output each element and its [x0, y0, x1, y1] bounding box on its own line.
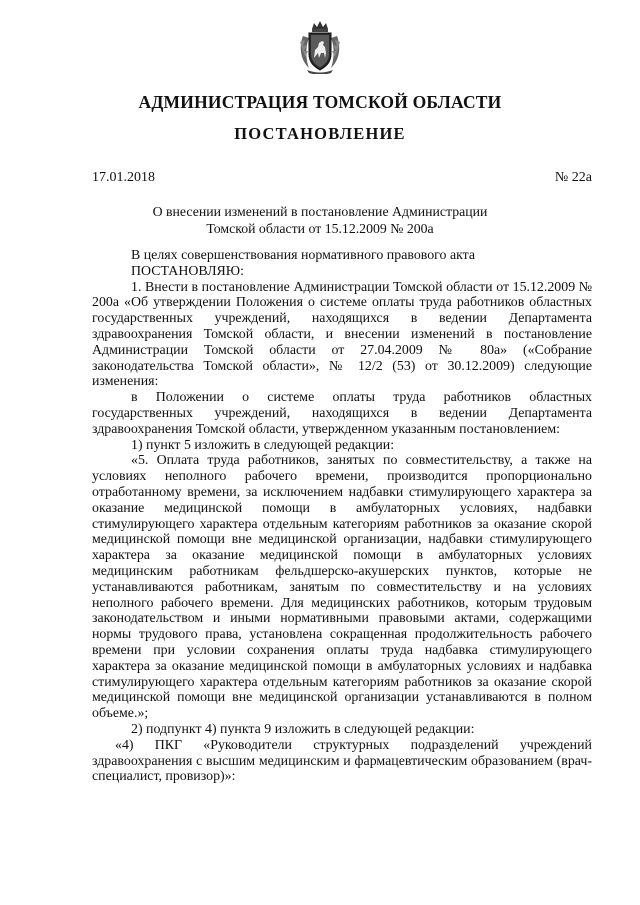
- document-body: [92, 248, 592, 785]
- subitem-1-paragraph: 1) пункт 5 изложить в следующей редакции:: [131, 437, 395, 453]
- document-date: 17.01.2018: [92, 170, 155, 185]
- resolve-heading: ПОСТАНОВЛЯЮ:: [131, 263, 244, 279]
- document-type: ПОСТАНОВЛЕНИЕ: [234, 124, 406, 143]
- point-5-paragraph: «5. Оплата труда работников, занятых по совместительству, а также на условиях неполного рабочего времени, производится пропорционально отработанному времени, за исключением надбавки стимулирующего характера за оказание медицинской помощи в амбулаторных условиях, надбавки стимулирующего характера отдельным категориям работников за оказание скорой медицинской помощи вне медицинской организации, надбавки стимулирующего характера за оказание медицинской помощи в амбулаторных условиях медицинским работникам фельдшерско-акушерских пунктов, которые не устанавливаются работникам, занятым по совместительству и на условиях неполного рабочего времени. Для медицинских работников, которым трудовым законодательством и иными нормативными правовыми актами, содержащими нормы трудового права, установлена сокращенная продолжительность рабочего времени при условии сохранения оплаты труда надбавка стимулирующего характера за оказание медицинской помощи в амбулаторных условиях и надбавка стимулирующего характера отдельным категориям работников за оказание скорой медицинской помощи вне медицинской организации устанавливаются в полном объеме.»;: [92, 453, 592, 722]
- tomsk-coat-of-arms-icon: [297, 20, 343, 74]
- subject-line-2: Томской области от 15.12.2009 № 200а: [206, 221, 434, 236]
- document-subject: [0, 203, 640, 237]
- document-number: № 22а: [554, 170, 592, 185]
- item-1-paragraph: 1. Внести в постановление Администрации Томской области от 15.12.2009 № 200а «Об утверждении Положения о системе оплаты труда работников областных государственных учреждений, находящихся в ведении Департамента здравоохранения Томской области, и внесении изменений в постановление Администрации Томской области от 27.04.2009 № 80а» («Собрание законодательства Томской области», № 12/2 (53) от 30.12.2009) следующие изменения:: [92, 279, 592, 390]
- organization-name: АДМИНИСТРАЦИЯ ТОМСКОЙ ОБЛАСТИ: [138, 92, 502, 112]
- subitem-2-paragraph: 2) подпункт 4) пункта 9 изложить в следующей редакции:: [131, 721, 475, 737]
- subject-line-1: О внесении изменений в постановление Администрации: [152, 204, 488, 219]
- item-1-intro-paragraph: в Положении о системе оплаты труда работников областных государственных учреждений, находящихся в ведении Департамента здравоохранения Томской области, утвержденном указанным постановлением:: [92, 390, 592, 437]
- intro-paragraph: В целях совершенствования нормативного правового акта: [131, 248, 476, 263]
- point-4-paragraph: «4) ПКГ «Руководители структурных подразделений учреждений здравоохранения с высшим медицинским и фармацевтическим образованием (врач-специалист, провизор)»:: [92, 737, 592, 785]
